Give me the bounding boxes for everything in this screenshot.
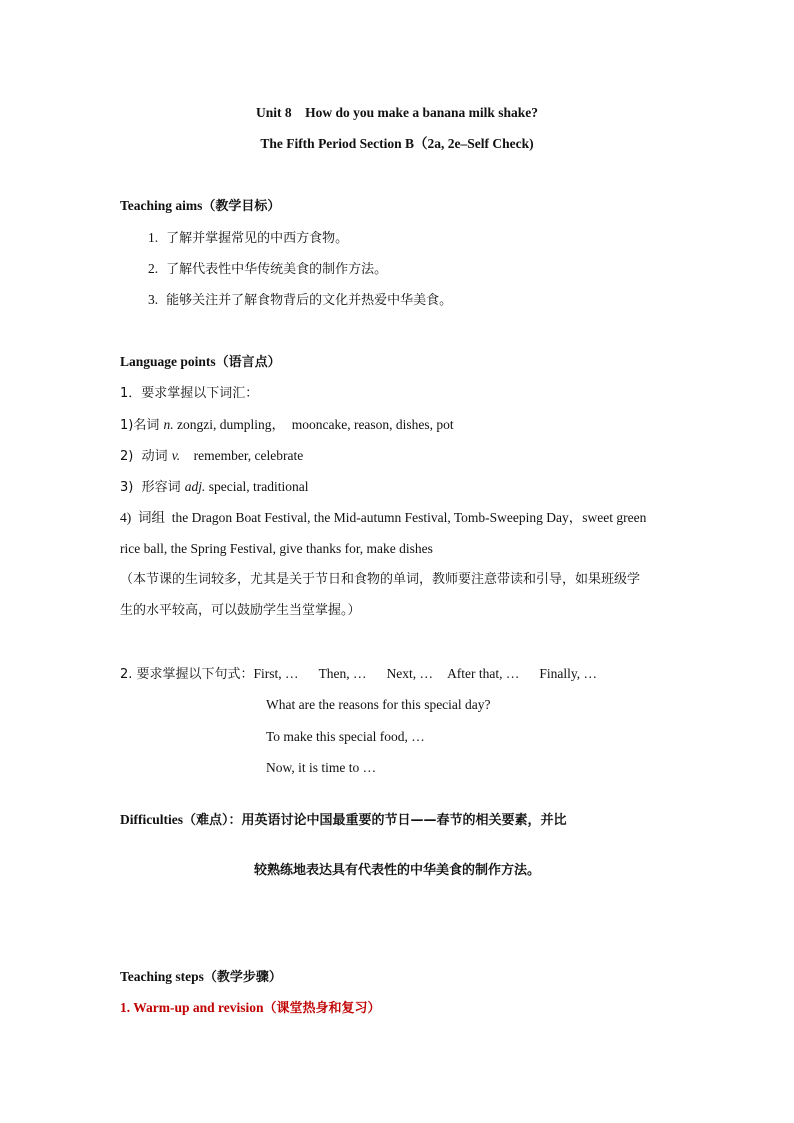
vocab-pos: adj.: [184, 479, 206, 494]
sequence-word: Then, …: [318, 666, 367, 681]
vocab-phrases-line1: 4) 词组 the Dragon Boat Festival, the Mid-autumn Festival, Tomb-Sweeping Day，sweet green: [120, 510, 647, 525]
vocab-pos-cn: 2) 动词: [120, 449, 172, 464]
vocab-pos: n.: [163, 417, 174, 432]
sequence-word: Next, …: [386, 666, 434, 681]
step-1-heading: [120, 999, 381, 1018]
difficulties-heading-cn: （难点）: [183, 813, 229, 828]
language-heading-cn: （语言点）: [215, 355, 281, 370]
teacher-note-line1: （本节课的生词较多，尤其是关于节日和食物的单词，教师要注意带读和引导，如果班级学: [120, 572, 641, 587]
vocab-words: special, traditional: [205, 479, 309, 494]
vocab-verbs: [120, 447, 303, 466]
step-1-cn: （课堂热身和复习）: [263, 1001, 381, 1016]
teacher-note-line2: 生的水平较高，可以鼓励学生当堂掌握。）: [120, 603, 361, 618]
language-heading: [120, 353, 281, 372]
document-subtitle: The Fifth Period Section B（2a, 2e–Self Check): [260, 136, 534, 151]
steps-heading-cn: （教学步骤）: [203, 970, 282, 985]
vocab-words: remember, celebrate: [180, 448, 304, 463]
vocab-pos-cn: 1)名词: [120, 418, 164, 433]
sentence-pattern: Now, it is time to …: [266, 760, 377, 775]
steps-heading: [120, 968, 282, 987]
aims-heading-en: Teaching aims: [120, 198, 203, 213]
vocab-phrases-line2: rice ball, the Spring Festival, give thanks for, make dishes: [120, 541, 433, 556]
sentence-pattern: To make this special food, …: [266, 729, 425, 744]
aims-heading: [120, 197, 280, 216]
sequence-word: Finally, …: [539, 666, 598, 681]
sentence-intro: 2. 要求掌握以下句式：: [120, 667, 254, 682]
vocab-intro: 1．要求掌握以下词汇：: [120, 386, 259, 401]
aims-item-text: 了解代表性中华传统美食的制作方法。: [166, 262, 388, 277]
vocab-words: zongzi, dumpling， mooncake, reason, dishes, pot: [173, 417, 454, 432]
aims-heading-cn: （教学目标）: [202, 199, 281, 214]
difficulties-text-continued: 较熟练地表达具有代表性的中华美食的制作方法。: [254, 863, 541, 878]
vocab-pos: v.: [171, 448, 181, 463]
vocab-pos-cn: 3) 形容词: [120, 480, 185, 495]
aims-item-num: 3.: [148, 292, 159, 307]
sentence-pattern: What are the reasons for this special day?: [266, 697, 491, 712]
sequence-word: First, …: [253, 666, 299, 681]
difficulties-text: ：用英语讨论中国最重要的节日——春节的相关要素，并比: [228, 813, 567, 828]
vocab-nouns: [120, 416, 454, 435]
document-title: Unit 8 How do you make a banana milk shake?: [255, 105, 539, 120]
sentence-patterns-row: [120, 665, 597, 684]
language-heading-en: Language points: [120, 354, 216, 369]
aims-item-2: [148, 260, 387, 279]
vocab-adjectives: [120, 478, 308, 497]
aims-item-text: 能够关注并了解食物背后的文化并热爱中华美食。: [166, 293, 453, 308]
aims-item-1: [148, 229, 348, 248]
aims-item-3: [148, 291, 452, 310]
aims-item-num: 2.: [148, 261, 159, 276]
sequence-word: After that, …: [447, 666, 520, 681]
aims-item-num: 1.: [148, 230, 159, 245]
aims-item-text: 了解并掌握常见的中西方食物。: [166, 231, 349, 246]
difficulties-heading-en: Difficulties: [120, 812, 183, 827]
step-1-en: 1. Warm-up and revision: [120, 1000, 264, 1015]
steps-heading-en: Teaching steps: [120, 969, 204, 984]
difficulties-row: [120, 811, 567, 830]
